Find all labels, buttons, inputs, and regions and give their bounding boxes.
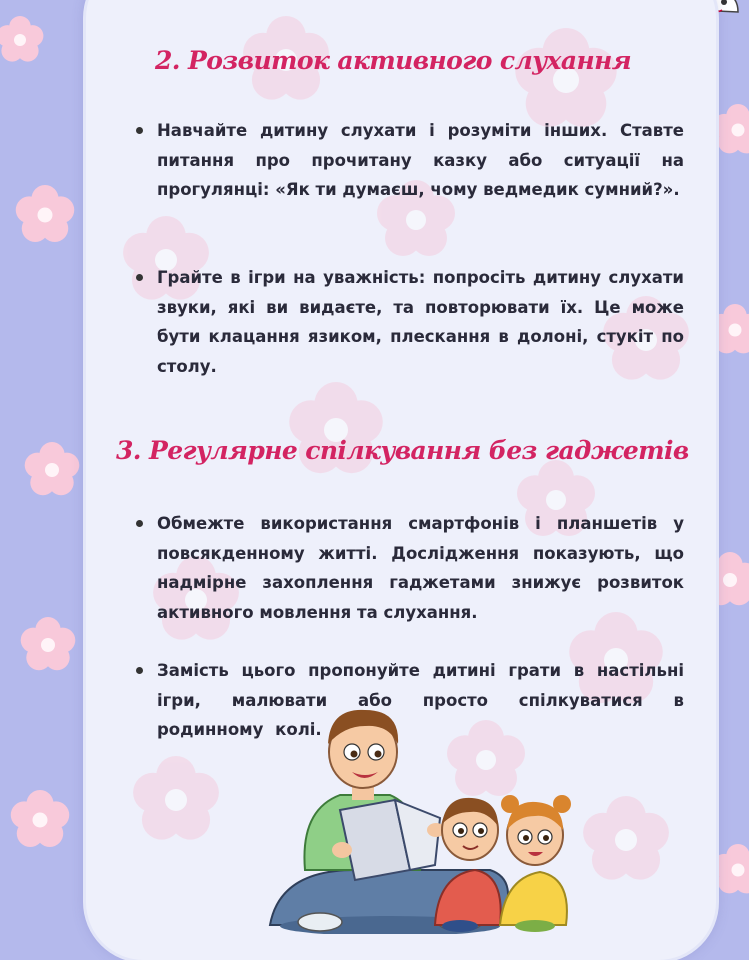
bullet-dot bbox=[136, 667, 143, 674]
father-reading-illustration bbox=[260, 700, 590, 934]
section-3-title: 3. Регулярне спілкування без гаджетів bbox=[116, 436, 689, 465]
section-2-bullet-2: Грайте в ігри на уважність: попросіть дитину слухати звуки, які ви видаєте, та повторювати їх. Це може бути клацання язиком, плескання в долоні, стукіт по столу. bbox=[157, 268, 684, 376]
section-3-bullet-1: Обмежте використання смартфонів і планшетів у повсякденному житті. Дослідження показують, що надмірне захоплення гаджетами знижує розвиток активного мовлення та слухання. bbox=[157, 514, 684, 622]
bullet-dot bbox=[136, 520, 143, 527]
bullet-dot bbox=[136, 127, 143, 134]
section-2-bullet-1: Навчайте дитину слухати і розуміти інших. Ставте питання про прочитану казку або ситуації на прогулянці: «Як ти думаєш, чому ведмедик сумний?». bbox=[157, 121, 684, 199]
section-2-title: 2. Розвиток активного слухання bbox=[155, 46, 632, 75]
section-3-bullet-2: Замість цього пропонуйте дитині грати в настільні ігри, малювати або просто спілкуватися в родинному колі. bbox=[157, 661, 684, 739]
bullet-dot bbox=[136, 274, 143, 281]
